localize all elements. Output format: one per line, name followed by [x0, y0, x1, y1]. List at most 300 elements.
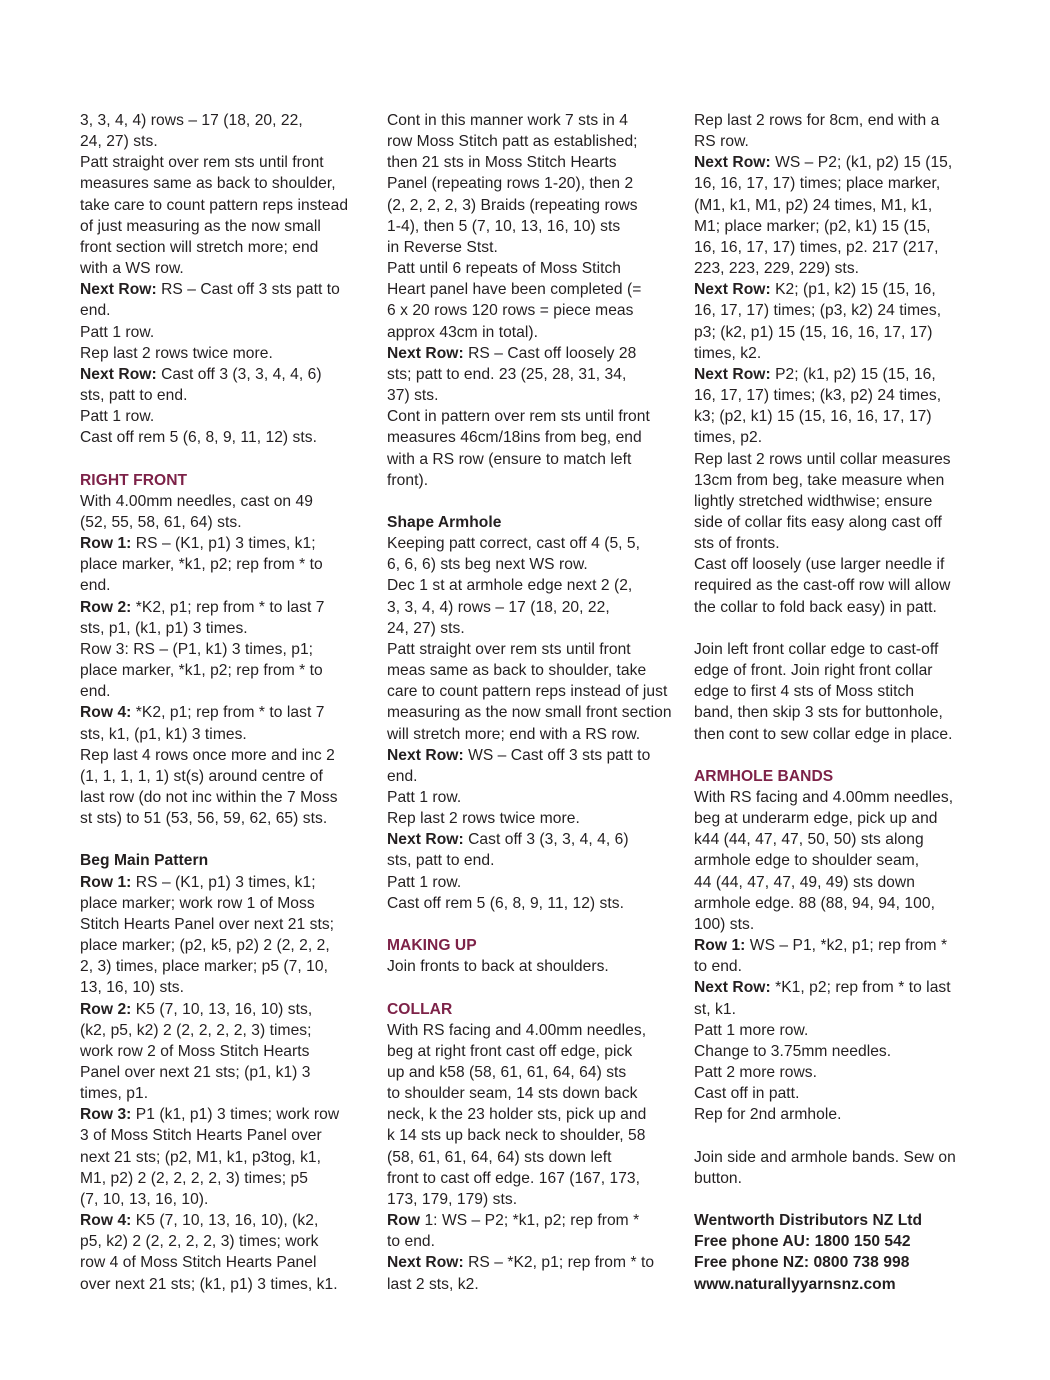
text-line [80, 1083, 370, 1104]
instruction-text: Cont in pattern over rem sts until front [387, 408, 650, 426]
text-line [80, 575, 370, 596]
text-line [80, 597, 370, 618]
text-line [694, 1083, 984, 1104]
instruction-text: Patt 1 row. [387, 873, 462, 891]
text-line [694, 829, 984, 850]
instruction-text: P1 (k1, p1) 3 times; work row [131, 1106, 340, 1124]
instruction-text: RS – (K1, p1) 3 times, k1; [131, 873, 316, 891]
row-label: Row 2: [80, 1000, 132, 1018]
text-line [80, 639, 370, 660]
text-line [387, 681, 679, 702]
instruction-text: 44 (44, 47, 47, 49, 49) sts down [694, 873, 915, 891]
row-label: Row 2: [80, 598, 132, 616]
instruction-text: Rep last 2 rows until collar measures [694, 450, 951, 468]
instruction-text: (7, 10, 13, 16, 10). [80, 1190, 209, 1208]
instruction-text: with a WS row. [80, 260, 184, 278]
text-line [694, 597, 984, 618]
text-line [387, 1083, 679, 1104]
instruction-text: (2, 2, 2, 2, 3) Braids (repeating rows [387, 196, 638, 214]
text-line [80, 364, 370, 385]
instruction-text: Panel over next 21 sts; (p1, k1) 3 [80, 1064, 311, 1081]
row-label: Next Row: [387, 1254, 464, 1272]
text-line [694, 681, 984, 702]
text-line [694, 639, 984, 660]
instruction-text: end. [80, 683, 111, 701]
text-line [694, 406, 984, 427]
text-line [694, 702, 984, 723]
text-line [80, 512, 370, 533]
instruction-text: lightly stretched widthwise; ensure [694, 492, 933, 510]
instruction-text: Panel (repeating rows 1-20), then 2 [387, 175, 634, 193]
text-line [387, 597, 679, 618]
instruction-text: With RS facing and 4.00mm needles, [694, 788, 954, 806]
text-line [80, 195, 370, 216]
instruction-text: sts, patt to end. [387, 852, 495, 870]
instruction-text: sts, p1, (k1, p1) 3 times. [80, 619, 248, 637]
text-line [387, 554, 679, 575]
text-line [694, 449, 984, 470]
text-column-middle [387, 110, 679, 1295]
instruction-text: with a RS row (ensure to match left [387, 450, 632, 468]
instruction-text: 16, 16, 17, 17) times; place marker, [694, 175, 941, 193]
text-line [387, 850, 679, 871]
instruction-text: over next 21 sts; (k1, p1) 3 times, k1. [80, 1275, 338, 1293]
text-line [80, 110, 370, 131]
text-line [694, 914, 984, 935]
text-line [387, 364, 679, 385]
text-column-right [694, 110, 984, 1295]
text-line [80, 618, 370, 639]
instruction-text: k44 (44, 47, 47, 50, 50) sts along [694, 831, 924, 849]
spacer [694, 745, 984, 766]
text-line [387, 1104, 679, 1125]
instruction-text: will stretch more; end with a RS row. [387, 725, 641, 743]
spacer [694, 618, 984, 639]
text-line [387, 533, 679, 554]
text-line [387, 829, 679, 850]
instruction-text: Keeping patt correct, cast off 4 (5, 5, [387, 535, 641, 553]
instruction-text: K5 (7, 10, 13, 16, 10) sts, [131, 1000, 313, 1018]
text-line [387, 1210, 679, 1231]
text-line [80, 893, 370, 914]
text-line [387, 131, 679, 152]
text-line [387, 195, 679, 216]
row-label: Row 4: [80, 704, 132, 722]
text-line [387, 152, 679, 173]
instruction-text: 13cm from beg, take measure when [694, 471, 945, 489]
text-line [694, 512, 984, 533]
instruction-text: the collar to fold back easy) in patt. [694, 598, 937, 616]
instruction-text: end. [387, 767, 418, 785]
instruction-text: 3, 3, 4, 4) rows – 17 (18, 20, 22, [80, 112, 303, 129]
instruction-text: WS – Cast off 3 sts patt to [463, 746, 651, 764]
instruction-text: then 21 sts in Moss Stitch Hearts [387, 154, 617, 172]
instruction-text: 100) sts. [694, 915, 755, 933]
instruction-text: Heart panel have been completed (= [387, 281, 642, 299]
contact-line: Wentworth Distributors NZ Ltd [694, 1212, 923, 1230]
section-heading: ARMHOLE BANDS [694, 767, 834, 785]
instruction-text: edge of front. Join right front collar [694, 662, 933, 680]
instruction-text: Change to 3.75mm needles. [694, 1042, 892, 1060]
instruction-text: band, then skip 3 sts for buttonhole, [694, 704, 943, 722]
instruction-text: up and k58 (58, 61, 61, 64, 64) sts [387, 1063, 627, 1081]
text-line [80, 343, 370, 364]
instruction-text: end. [80, 577, 111, 595]
row-label: Next Row: [387, 831, 464, 849]
text-line [694, 152, 984, 173]
text-line [694, 808, 984, 829]
instruction-text: Patt 2 more rows. [694, 1064, 818, 1081]
instruction-text: to shoulder seam, 14 sts down back [387, 1085, 638, 1103]
instruction-text: to end. [694, 958, 743, 976]
row-label: Next Row: [80, 281, 157, 299]
instruction-text: place marker, *k1, p2; rep from * to [80, 556, 323, 574]
instruction-text: take care to count pattern reps instead [80, 196, 349, 214]
text-line [387, 639, 679, 660]
instruction-text: 1-4), then 5 (7, 10, 13, 16, 10) sts [387, 217, 621, 235]
row-label: Row 4: [80, 1212, 132, 1230]
row-label: Next Row: [694, 979, 771, 997]
instruction-text: last row (do not inc within the 7 Moss [80, 788, 338, 806]
text-line [387, 1252, 679, 1273]
instruction-text: neck, k the 23 holder sts, pick up and [387, 1106, 647, 1124]
instruction-text: sts, patt to end. [80, 387, 188, 405]
text-line [387, 258, 679, 279]
text-line [694, 533, 984, 554]
text-line [694, 850, 984, 871]
text-line [387, 1168, 679, 1189]
text-line [387, 787, 679, 808]
instruction-text: beg at right front cast off edge, pick [387, 1042, 633, 1060]
instruction-text: p5, k2) 2 (2, 2, 2, 2, 3) times; work [80, 1233, 319, 1251]
text-line [694, 1147, 984, 1168]
text-line [694, 1041, 984, 1062]
instruction-text: st sts) to 51 (53, 56, 59, 62, 65) sts. [80, 810, 328, 828]
text-line [80, 1189, 370, 1210]
instruction-text: P2; (k1, p2) 15 (15, 16, [770, 365, 936, 383]
instruction-text: 223, 223, 229, 229) sts. [694, 260, 860, 278]
instruction-text: Rep last 2 rows twice more. [387, 810, 580, 828]
text-line [694, 427, 984, 448]
text-line [80, 808, 370, 829]
text-line [387, 322, 679, 343]
row-label: Row [387, 1212, 421, 1230]
text-line [387, 1125, 679, 1146]
subsection-heading: Beg Main Pattern [80, 852, 209, 870]
contact-line: www.naturallyyarnsnz.com [694, 1275, 896, 1293]
instruction-text: beg at underarm edge, pick up and [694, 810, 938, 828]
instruction-text: Rep for 2nd armhole. [694, 1106, 842, 1124]
instruction-text: (M1, k1, M1, p2) 24 times, M1, k1, [694, 196, 933, 214]
text-line [80, 554, 370, 575]
instruction-text: 13, 16, 10) sts. [80, 979, 184, 997]
instruction-text: sts, k1, (p1, k1) 3 times. [80, 725, 247, 743]
text-line [80, 279, 370, 300]
text-line [80, 491, 370, 512]
instruction-text: Rep last 4 rows once more and inc 2 [80, 746, 335, 764]
text-line [80, 152, 370, 173]
text-line [694, 787, 984, 808]
instruction-text: next 21 sts; (p2, M1, k1, p3tog, k1, [80, 1148, 322, 1166]
instruction-text: button. [694, 1169, 743, 1187]
instruction-text: (k2, p5, k2) 2 (2, 2, 2, 2, 3) times; [80, 1021, 312, 1039]
text-line [694, 977, 984, 998]
instruction-text: Patt until 6 repeats of Moss Stitch [387, 260, 622, 278]
instruction-text: Join side and armhole bands. Sew on [694, 1148, 956, 1166]
text-line [694, 237, 984, 258]
instruction-text: Cast off 3 (3, 3, 4, 4, 6) [156, 365, 322, 383]
text-line [80, 1062, 370, 1083]
text-line [80, 322, 370, 343]
spacer [80, 829, 370, 850]
instruction-text: in Reverse Stst. [387, 238, 498, 256]
section-heading: RIGHT FRONT [80, 471, 188, 489]
instruction-text: work row 2 of Moss Stitch Hearts [80, 1042, 310, 1060]
text-line [80, 173, 370, 194]
text-line [694, 300, 984, 321]
instruction-text: RS – Cast off loosely 28 [463, 344, 637, 362]
text-line [387, 406, 679, 427]
text-line [80, 724, 370, 745]
instruction-text: k3; (p2, k1) 15 (15, 16, 16, 17, 17) [694, 408, 932, 426]
row-label: Row 1: [694, 937, 746, 955]
text-line [80, 1231, 370, 1252]
instruction-text: (52, 55, 58, 61, 64) sts. [80, 513, 242, 531]
spacer [694, 1189, 984, 1210]
instruction-text: row 4 of Moss Stitch Hearts Panel [80, 1254, 317, 1272]
text-line [80, 1252, 370, 1273]
instruction-text: row Moss Stitch patt as established; [387, 133, 638, 151]
instruction-text: place marker; work row 1 of Moss [80, 894, 315, 912]
text-line [387, 216, 679, 237]
instruction-text: 6, 6, 6) sts beg next WS row. [387, 556, 588, 574]
text-line [694, 1020, 984, 1041]
instruction-text: Patt 1 row. [80, 323, 155, 341]
instruction-text: measures same as back to shoulder, [80, 175, 336, 193]
section-heading: MAKING UP [387, 937, 477, 955]
instruction-text: k 14 sts up back neck to shoulder, 58 [387, 1127, 646, 1145]
instruction-text: Cast off rem 5 (6, 8, 9, 11, 12) sts. [387, 894, 625, 912]
instruction-text: 16, 16, 17, 17) times, p2. 217 (217, [694, 238, 939, 256]
instruction-text: 24, 27) sts. [80, 133, 158, 151]
instruction-text: 3, 3, 4, 4) rows – 17 (18, 20, 22, [387, 598, 610, 616]
text-line [694, 1062, 984, 1083]
instruction-text: Dec 1 st at armhole edge next 2 (2, [387, 577, 633, 595]
text-line [694, 956, 984, 977]
instruction-text: WS – P1, *k2, p1; rep from * [745, 937, 948, 955]
instruction-text: RS row. [694, 133, 749, 151]
text-line [387, 1189, 679, 1210]
text-column-left [80, 110, 370, 1295]
row-label: Next Row: [387, 746, 464, 764]
instruction-text: to end. [387, 1233, 436, 1251]
instruction-text: of just measuring as the now small [80, 217, 321, 235]
text-line [387, 766, 679, 787]
text-line [80, 427, 370, 448]
text-line [387, 1062, 679, 1083]
instruction-text: RS – *K2, p1; rep from * to [463, 1254, 655, 1272]
instruction-text: approx 43cm in total). [387, 323, 539, 341]
contact-line: Free phone NZ: 0800 738 998 [694, 1254, 910, 1272]
instruction-text: Cast off in patt. [694, 1085, 800, 1103]
instruction-text: M1, p2) 2 (2, 2, 2, 2, 3) times; p5 [80, 1169, 308, 1187]
instruction-text: times, p1. [80, 1085, 149, 1103]
text-line [80, 1125, 370, 1146]
text-line [387, 470, 679, 491]
instruction-text: care to count pattern reps instead of just [387, 683, 668, 701]
text-line [80, 1274, 370, 1295]
text-line [387, 1231, 679, 1252]
instruction-text: *K1, p2; rep from * to last [770, 979, 951, 997]
text-line [387, 702, 679, 723]
text-line [80, 385, 370, 406]
row-label: Next Row: [694, 365, 771, 383]
spacer [387, 491, 679, 512]
instruction-text: Patt straight over rem sts until front [387, 640, 631, 658]
instruction-text: st, k1. [694, 1000, 736, 1018]
instruction-text: Cast off loosely (use larger needle if [694, 556, 945, 574]
text-line [694, 195, 984, 216]
instruction-text: meas same as back to shoulder, take [387, 662, 647, 680]
text-line [387, 745, 679, 766]
row-label: Next Row: [694, 154, 771, 172]
text-line [387, 660, 679, 681]
text-line [694, 872, 984, 893]
spacer [387, 914, 679, 935]
instruction-text: front section will stretch more; end [80, 238, 319, 256]
text-line [80, 660, 370, 681]
subsection-heading: Shape Armhole [387, 513, 502, 531]
instruction-text: end. [80, 302, 111, 320]
instruction-text: Rep last 2 rows for 8cm, end with a [694, 112, 940, 129]
instruction-text: armhole edge to shoulder seam, [694, 852, 920, 870]
instruction-text: 16, 17, 17) times; (k3, p2) 24 times, [694, 387, 942, 405]
instruction-text: With 4.00mm needles, cast on 49 [80, 492, 313, 510]
text-line [80, 1104, 370, 1125]
instruction-text: Row 3: RS – (P1, k1) 3 times, p1; [80, 640, 314, 658]
instruction-text: Join fronts to back at shoulders. [387, 958, 609, 976]
text-line [80, 258, 370, 279]
text-line [80, 1210, 370, 1231]
text-line [80, 1020, 370, 1041]
text-line [80, 216, 370, 237]
instruction-text: WS – P2; (k1, p2) 15 (15, [770, 154, 953, 172]
text-line [387, 808, 679, 829]
text-line [387, 575, 679, 596]
instruction-text: place marker, *k1, p2; rep from * to [80, 662, 323, 680]
instruction-text: K5 (7, 10, 13, 16, 10), (k2, [131, 1212, 319, 1230]
instruction-text: p3; (k2, p1) 15 (15, 16, 16, 17, 17) [694, 323, 933, 341]
text-line [694, 173, 984, 194]
instruction-text: last 2 sts, k2. [387, 1275, 479, 1293]
text-line [387, 618, 679, 639]
text-line [80, 1041, 370, 1062]
text-line [80, 745, 370, 766]
instruction-text: armhole edge. 88 (88, 94, 94, 100, [694, 894, 935, 912]
instruction-text: 24, 27) sts. [387, 619, 465, 637]
instruction-text: edge to first 4 sts of Moss stitch [694, 683, 915, 701]
row-label: Row 1: [80, 873, 132, 891]
text-line [694, 385, 984, 406]
row-label: Next Row: [387, 344, 464, 362]
text-line [80, 681, 370, 702]
instruction-text: sts; patt to end. 23 (25, 28, 31, 34, [387, 365, 627, 383]
text-line [387, 872, 679, 893]
text-line [387, 1274, 679, 1295]
instruction-text: RS – (K1, p1) 3 times, k1; [131, 535, 316, 553]
contact-line: Free phone AU: 1800 150 542 [694, 1233, 911, 1251]
text-line [387, 385, 679, 406]
text-line [80, 914, 370, 935]
instruction-text: (1, 1, 1, 1, 1) st(s) around centre of [80, 767, 323, 785]
instruction-text: 173, 179, 179) sts. [387, 1190, 518, 1208]
text-line [387, 1147, 679, 1168]
instruction-text: 2, 3) times, place marker; p5 (7, 10, [80, 958, 328, 976]
instruction-text: *K2, p1; rep from * to last 7 [131, 598, 325, 616]
instruction-text: times, p2. [694, 429, 763, 447]
instruction-text: measures 46cm/18ins from beg, end [387, 429, 642, 447]
text-line [80, 237, 370, 258]
text-line [694, 724, 984, 745]
instruction-text: required as the cast-off row will allow [694, 577, 951, 595]
text-line [694, 343, 984, 364]
instruction-text: side of collar fits easy along cast off [694, 513, 942, 531]
text-line [80, 533, 370, 554]
text-line [694, 364, 984, 385]
text-line [80, 999, 370, 1020]
instruction-text: Patt 1 row. [80, 408, 155, 426]
text-line [387, 110, 679, 131]
text-line [694, 491, 984, 512]
instruction-text: Stitch Hearts Panel over next 21 sts; [80, 915, 335, 933]
instruction-text: 37) sts. [387, 387, 439, 405]
instruction-text: Cont in this manner work 7 sts in 4 [387, 112, 628, 129]
row-label: Next Row: [80, 365, 157, 383]
text-line [387, 279, 679, 300]
instruction-text: *K2, p1; rep from * to last 7 [131, 704, 325, 722]
instruction-text: Patt 1 more row. [694, 1021, 809, 1039]
text-line [694, 554, 984, 575]
instruction-text: (58, 61, 61, 64, 64) sts down left [387, 1148, 612, 1166]
text-line [694, 110, 984, 131]
text-line [694, 660, 984, 681]
spacer [387, 977, 679, 998]
text-line [694, 131, 984, 152]
text-line [387, 427, 679, 448]
text-line [387, 893, 679, 914]
instruction-text: times, k2. [694, 344, 762, 362]
text-line [694, 935, 984, 956]
text-line [387, 956, 679, 977]
instruction-text: measuring as the now small front section [387, 704, 672, 722]
text-line [80, 766, 370, 787]
text-line [80, 787, 370, 808]
text-line [387, 1020, 679, 1041]
instruction-text: 1: WS – P2; *k1, p2; rep from * [420, 1212, 640, 1230]
row-label: Row 3: [80, 1106, 132, 1124]
text-line [80, 1168, 370, 1189]
text-line [80, 406, 370, 427]
instruction-text: then cont to sew collar edge in place. [694, 725, 953, 743]
text-line [387, 300, 679, 321]
instruction-text: With RS facing and 4.00mm needles, [387, 1021, 647, 1039]
text-line [80, 977, 370, 998]
spacer [80, 449, 370, 470]
text-line [694, 258, 984, 279]
text-line [80, 1147, 370, 1168]
text-line [80, 702, 370, 723]
instruction-text: Cast off 3 (3, 3, 4, 4, 6) [463, 831, 629, 849]
